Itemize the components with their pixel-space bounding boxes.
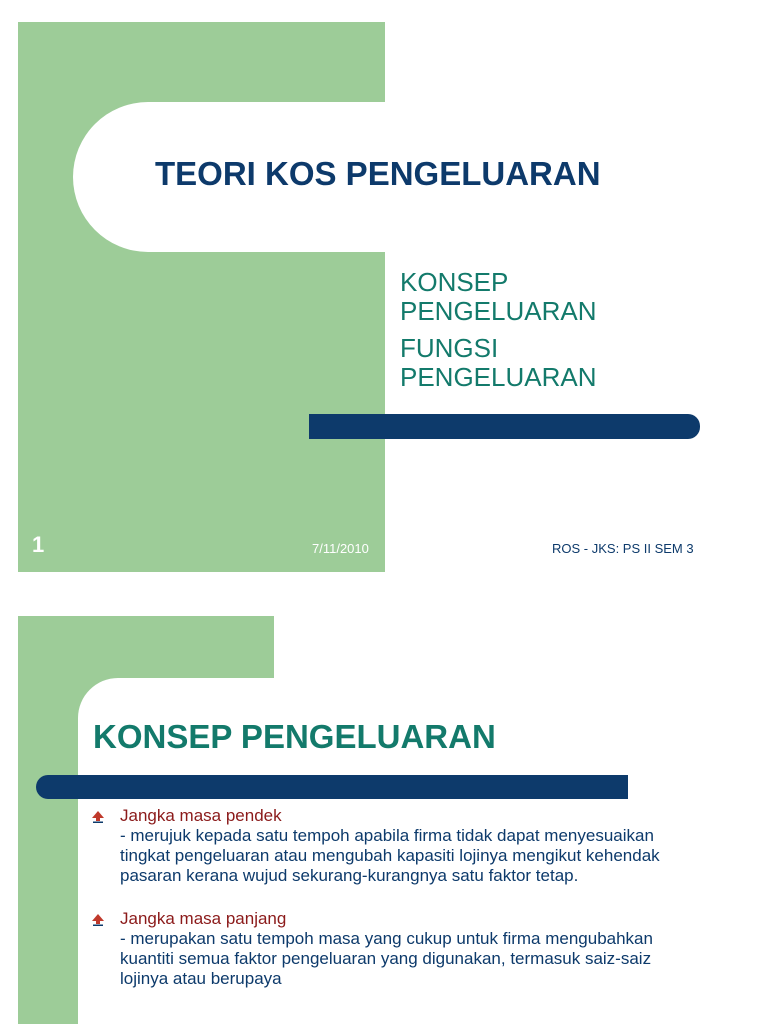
arrow-bullet-icon [92,914,104,926]
accent-bar [36,775,628,799]
slide-number: 1 [32,532,45,557]
slide-date: 7/11/2010 [312,541,369,556]
slide-2 [0,600,768,1024]
bullet-description: - merujuk kepada satu tempoh apabila firma tidak dapat menyesuaikan tingkat pengeluaran atau mengubah kapasiti lojinya mengikut kehendak pasaran kerana wujud sekurang-kurangnya satu faktor tetap. [120,826,660,885]
subtopic-item: FUNGSI PENGELUARAN [400,333,597,392]
bullet-list [92,805,692,1011]
bullet-description: - merupakan satu tempoh masa yang cukup untuk firma mengubahkan kuantiti semua faktor pengeluaran yang digunakan, termasuk saiz-saiz lojinya atau berupaya [120,929,653,988]
bullet-item [92,805,692,886]
bullet-item [92,908,692,989]
bullet-term: Jangka masa panjang [120,909,287,928]
slide-title: KONSEP PENGELUARAN [93,718,496,755]
bullet-term: Jangka masa pendek [120,806,282,825]
accent-bar [309,414,700,439]
subtopic-list [400,268,660,400]
subtopic-item: KONSEP PENGELUARAN [400,267,597,326]
slide-title: TEORI KOS PENGELUARAN [155,155,601,192]
arrow-bullet-icon [92,811,104,823]
slide-footer: ROS - JKS: PS II SEM 3 [552,541,694,556]
